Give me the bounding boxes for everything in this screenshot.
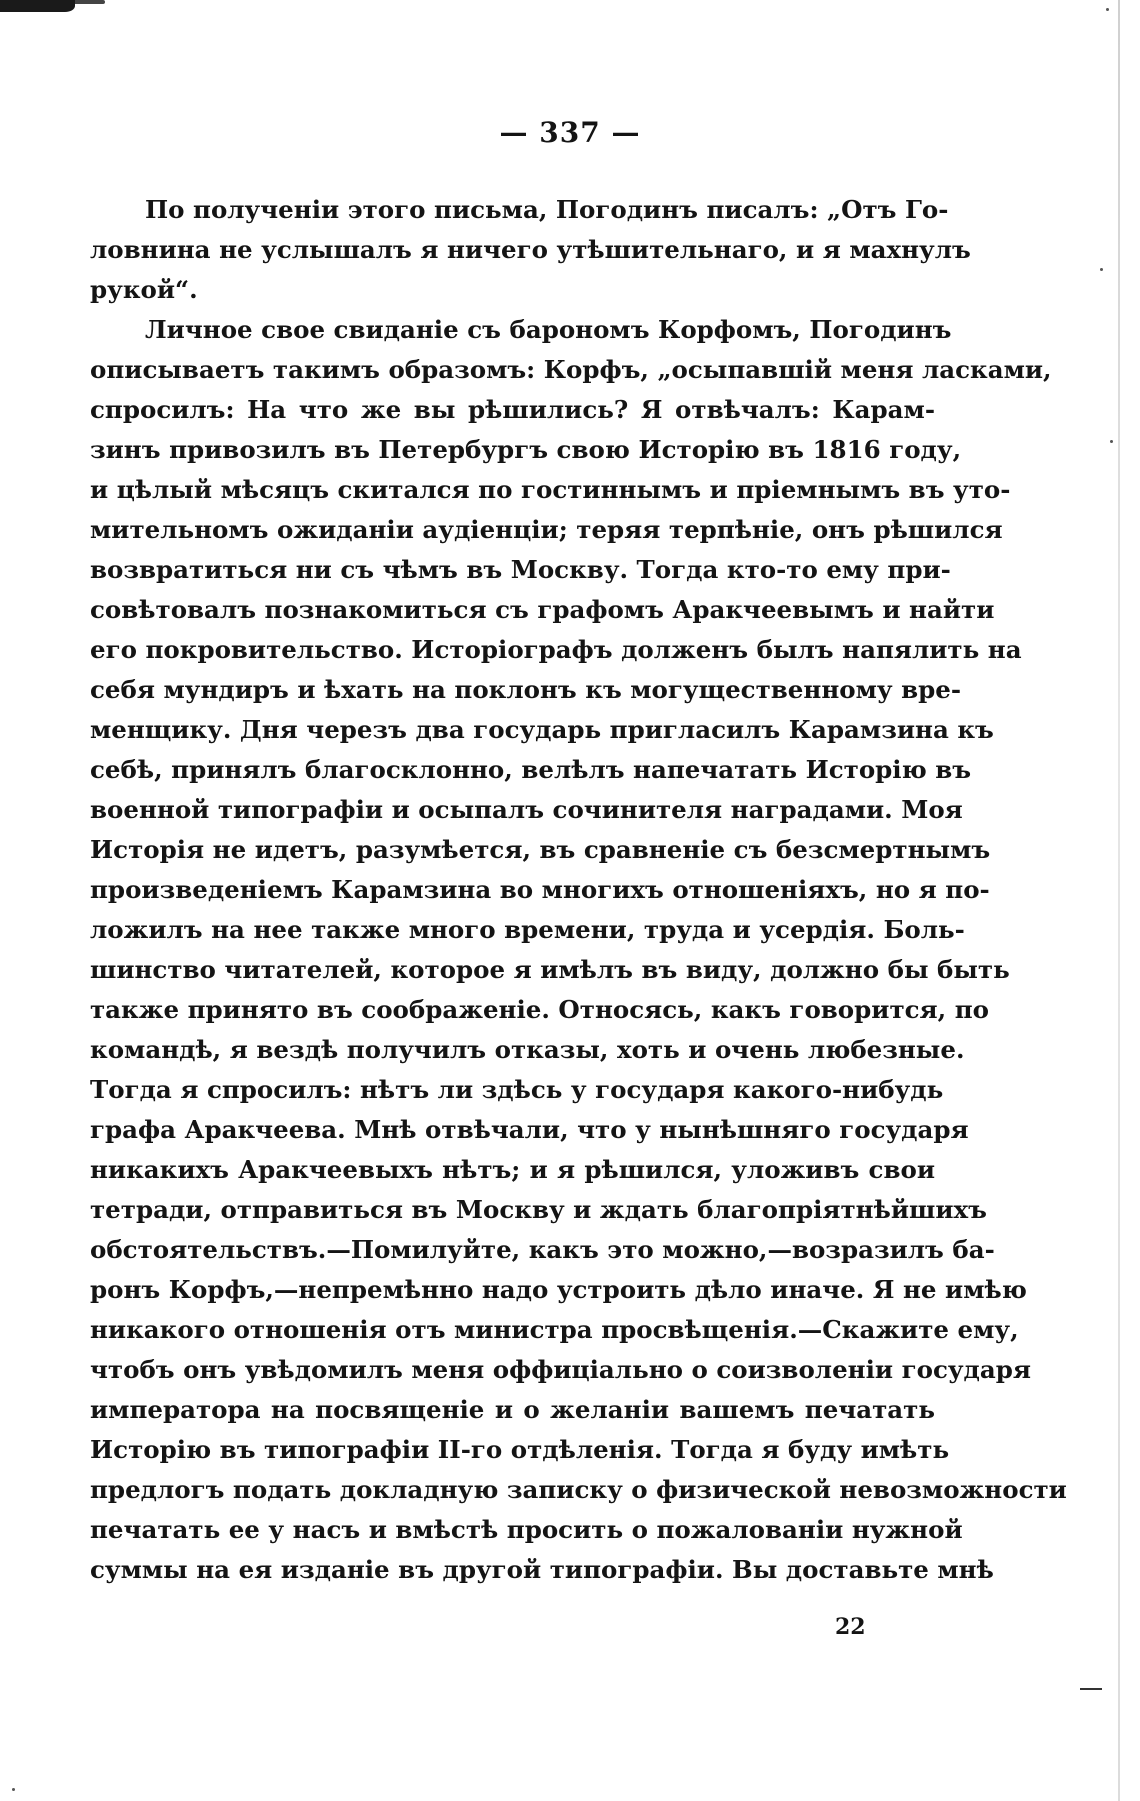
page-number: — 337 — (499, 116, 641, 149)
text-line: себѣ, принялъ благосклонно, велѣлъ напечатать Исторію въ (90, 755, 972, 784)
text-line: Личное свое свиданіе съ барономъ Корфомъ, Погодинъ (145, 315, 952, 344)
text-line: графа Аракчеева. Мнѣ отвѣчали, что у нынѣшняго государя (90, 1115, 969, 1144)
text-line: зинъ привозилъ въ Петербургъ свою Исторію въ 1816 году, (90, 435, 962, 464)
text-line: описываетъ такимъ образомъ: Корфъ, „осыпавшій меня ласками, (90, 355, 1052, 384)
text-line: предлогъ подать докладную записку о физической невозможности (90, 1475, 1067, 1504)
text-line: печатать ее у насъ и вмѣстѣ просить о пожалованіи нужной (90, 1515, 963, 1544)
text-line: менщику. Дня черезъ два государь пригласилъ Карамзина къ (90, 715, 994, 744)
text-line: произведеніемъ Карамзина во многихъ отношеніяхъ, но я по- (90, 875, 990, 904)
text-line: шинство читателей, которое я имѣлъ въ виду, должно бы быть (90, 955, 1010, 984)
text-line: ложилъ на нее также много времени, труда и усердія. Боль- (90, 915, 965, 944)
text-line: Исторію въ типографіи II-го отдѣленія. Тогда я буду имѣть (90, 1435, 950, 1464)
text-line: Исторія не идетъ, разумѣется, въ сравненіе съ безсмертнымъ (90, 835, 991, 864)
text-line: себя мундиръ и ѣхать на поклонъ къ могущественному вре- (90, 675, 962, 704)
text-line: рукой“. (90, 275, 198, 304)
scan-mark (1080, 1688, 1102, 1690)
text-line: военной типографіи и осыпалъ сочинителя наградами. Моя (90, 795, 963, 824)
body-text (90, 190, 1067, 1590)
scan-speck (1110, 440, 1113, 443)
text-line: обстоятельствъ.—Помилуйте, какъ это можно,—возразилъ ба- (90, 1235, 995, 1264)
scan-speck (1100, 268, 1103, 271)
scan-edge (1118, 0, 1120, 1801)
scan-speck (1106, 8, 1109, 11)
text-line: также принято въ соображеніе. Относясь, какъ говорится, по (90, 995, 989, 1024)
text-line: его покровительство. Исторіографъ долженъ былъ напялить на (90, 635, 1022, 664)
printer-signature: 22 (835, 1614, 866, 1640)
text-line: спросилъ: На что же вы рѣшились? Я отвѣчалъ: Карам- (90, 395, 935, 424)
text-line: суммы на ея изданіе въ другой типографіи. Вы доставьте мнѣ (90, 1555, 994, 1584)
text-line: Тогда я спросилъ: нѣтъ ли здѣсь у государя какого-нибудь (90, 1075, 944, 1104)
text-line: тетради, отправиться въ Москву и ждать благопріятнѣйшихъ (90, 1195, 987, 1224)
scan-smudge (0, 0, 75, 12)
text-line: ронъ Корфъ,—непремѣнно надо устроить дѣло иначе. Я не имѣю (90, 1275, 1027, 1304)
text-line: чтобъ онъ увѣдомилъ меня оффиціально о соизволеніи государя (90, 1355, 1031, 1384)
text-line: совѣтовалъ познакомиться съ графомъ Аракчеевымъ и найти (90, 595, 995, 624)
text-line: мительномъ ожиданіи аудіенціи; теряя терпѣніе, онъ рѣшился (90, 515, 1003, 544)
text-line: По полученіи этого письма, Погодинъ писалъ: „Отъ Го- (145, 195, 949, 224)
text-line: и цѣлый мѣсяцъ скитался по гостиннымъ и пріемнымъ въ уто- (90, 475, 1011, 504)
text-line: никакихъ Аракчеевыхъ нѣтъ; и я рѣшился, уложивъ свои (90, 1155, 935, 1184)
scan-speck (12, 1788, 15, 1791)
text-line: ловнина не услышалъ я ничего утѣшительнаго, и я махнулъ (90, 235, 971, 264)
text-line: императора на посвященіе и о желаніи вашемъ печатать (90, 1395, 935, 1424)
text-line: командѣ, я вездѣ получилъ отказы, хоть и очень любезные. (90, 1035, 965, 1064)
text-line: никакого отношенія отъ министра просвѣщенія.—Скажите ему, (90, 1315, 1019, 1344)
text-line: возвратиться ни съ чѣмъ въ Москву. Тогда кто-то ему при- (90, 555, 951, 584)
